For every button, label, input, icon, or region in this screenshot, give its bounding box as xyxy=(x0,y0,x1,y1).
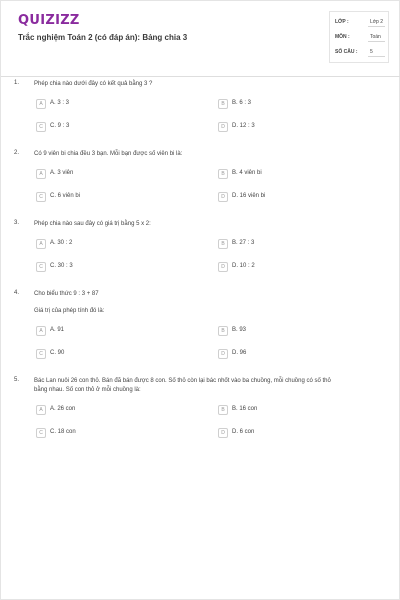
quizizz-logo: QUIZIZZ xyxy=(18,13,80,28)
option-text: D. 96 xyxy=(232,350,247,356)
meta-value: Lớp 2 xyxy=(370,19,384,25)
option-letter-box: B xyxy=(218,326,228,336)
meta-info-box xyxy=(329,11,389,63)
option-letter-box: A xyxy=(36,239,46,249)
option-letter-box: C xyxy=(36,262,46,272)
question-text: Bác Lan nuôi 26 con thỏ. Bán đã bán được 8 con. Số thỏ còn lại bác nhốt vào ba chuồng, mỗi chuồng có số thỏ xyxy=(34,378,331,384)
meta-label: SỐ CÂU : xyxy=(335,49,358,55)
meta-value: 5 xyxy=(370,49,373,55)
meta-row-count xyxy=(330,45,388,59)
question-text: Có 9 viên bi chia đều 3 bạn. Mỗi bạn được số viên bi là: xyxy=(34,151,183,157)
option-letter-box: D xyxy=(218,122,228,132)
question-subtext: Giá trị của phép tính đó là: xyxy=(34,308,105,314)
question-text: Phép chia nào sau đây có giá trị bằng 5 x 2: xyxy=(34,221,151,227)
question-text: Cho biểu thức 9 : 3 + 87 xyxy=(34,291,99,297)
option-letter-box: A xyxy=(36,99,46,109)
option-letter-box: A xyxy=(36,326,46,336)
question-number: 1. xyxy=(14,80,20,86)
option-letter-box: D xyxy=(218,262,228,272)
option-letter-box: D xyxy=(218,349,228,359)
option-letter-box: B xyxy=(218,239,228,249)
option-text: A. 3 : 3 xyxy=(50,100,70,106)
option-letter-box: C xyxy=(36,428,46,438)
option-letter-box: C xyxy=(36,349,46,359)
option-text: A. 91 xyxy=(50,327,65,333)
option-text: D. 6 con xyxy=(232,429,255,435)
option-text: D. 12 : 3 xyxy=(232,123,255,129)
option-text: A. 3 viên xyxy=(50,170,74,176)
option-letter-box: A xyxy=(36,405,46,415)
option-letter-box: B xyxy=(218,405,228,415)
worksheet-header xyxy=(1,1,400,77)
option-letter-box: D xyxy=(218,428,228,438)
option-text: D. 16 viên bi xyxy=(232,193,266,199)
option-text: C. 9 : 3 xyxy=(50,123,70,129)
meta-underline xyxy=(368,41,385,42)
option-letter-box: D xyxy=(218,192,228,202)
option-text: C. 30 : 3 xyxy=(50,263,73,269)
worksheet-title: Trắc nghiệm Toán 2 (có đáp án): Bảng chia 3 xyxy=(18,33,188,42)
option-text: D. 10 : 2 xyxy=(232,263,255,269)
question-text-line-2: bằng nhau. Số con thỏ ở mỗi chuồng là: xyxy=(34,387,141,393)
question-text: Phép chia nào dưới đây có kết quả bằng 3 ? xyxy=(34,81,153,87)
meta-value: Toán xyxy=(370,34,381,40)
meta-row-subject xyxy=(330,30,388,44)
option-text: B. 4 viên bi xyxy=(232,170,262,176)
question-number: 5. xyxy=(14,377,20,383)
option-text: B. 93 xyxy=(232,327,247,333)
option-letter-box: C xyxy=(36,192,46,202)
meta-label: MÔN : xyxy=(335,34,350,40)
option-letter-box: B xyxy=(218,169,228,179)
meta-underline xyxy=(368,56,385,57)
option-letter-box: B xyxy=(218,99,228,109)
option-text: B. 16 con xyxy=(232,406,258,412)
question-number: 4. xyxy=(14,290,20,296)
option-letter-box: C xyxy=(36,122,46,132)
option-text: B. 27 : 3 xyxy=(232,240,255,246)
option-letter-box: A xyxy=(36,169,46,179)
option-text: A. 30 : 2 xyxy=(50,240,73,246)
option-text: C. 6 viên bi xyxy=(50,193,81,199)
meta-label: LỚP : xyxy=(335,19,349,25)
meta-row-class xyxy=(330,15,388,29)
question-number: 3. xyxy=(14,220,20,226)
meta-underline xyxy=(368,26,385,27)
option-text: C. 90 xyxy=(50,350,65,356)
option-text: B. 6 : 3 xyxy=(232,100,252,106)
question-number: 2. xyxy=(14,150,20,156)
option-text: A. 26 con xyxy=(50,406,76,412)
option-text: C. 18 con xyxy=(50,429,76,435)
